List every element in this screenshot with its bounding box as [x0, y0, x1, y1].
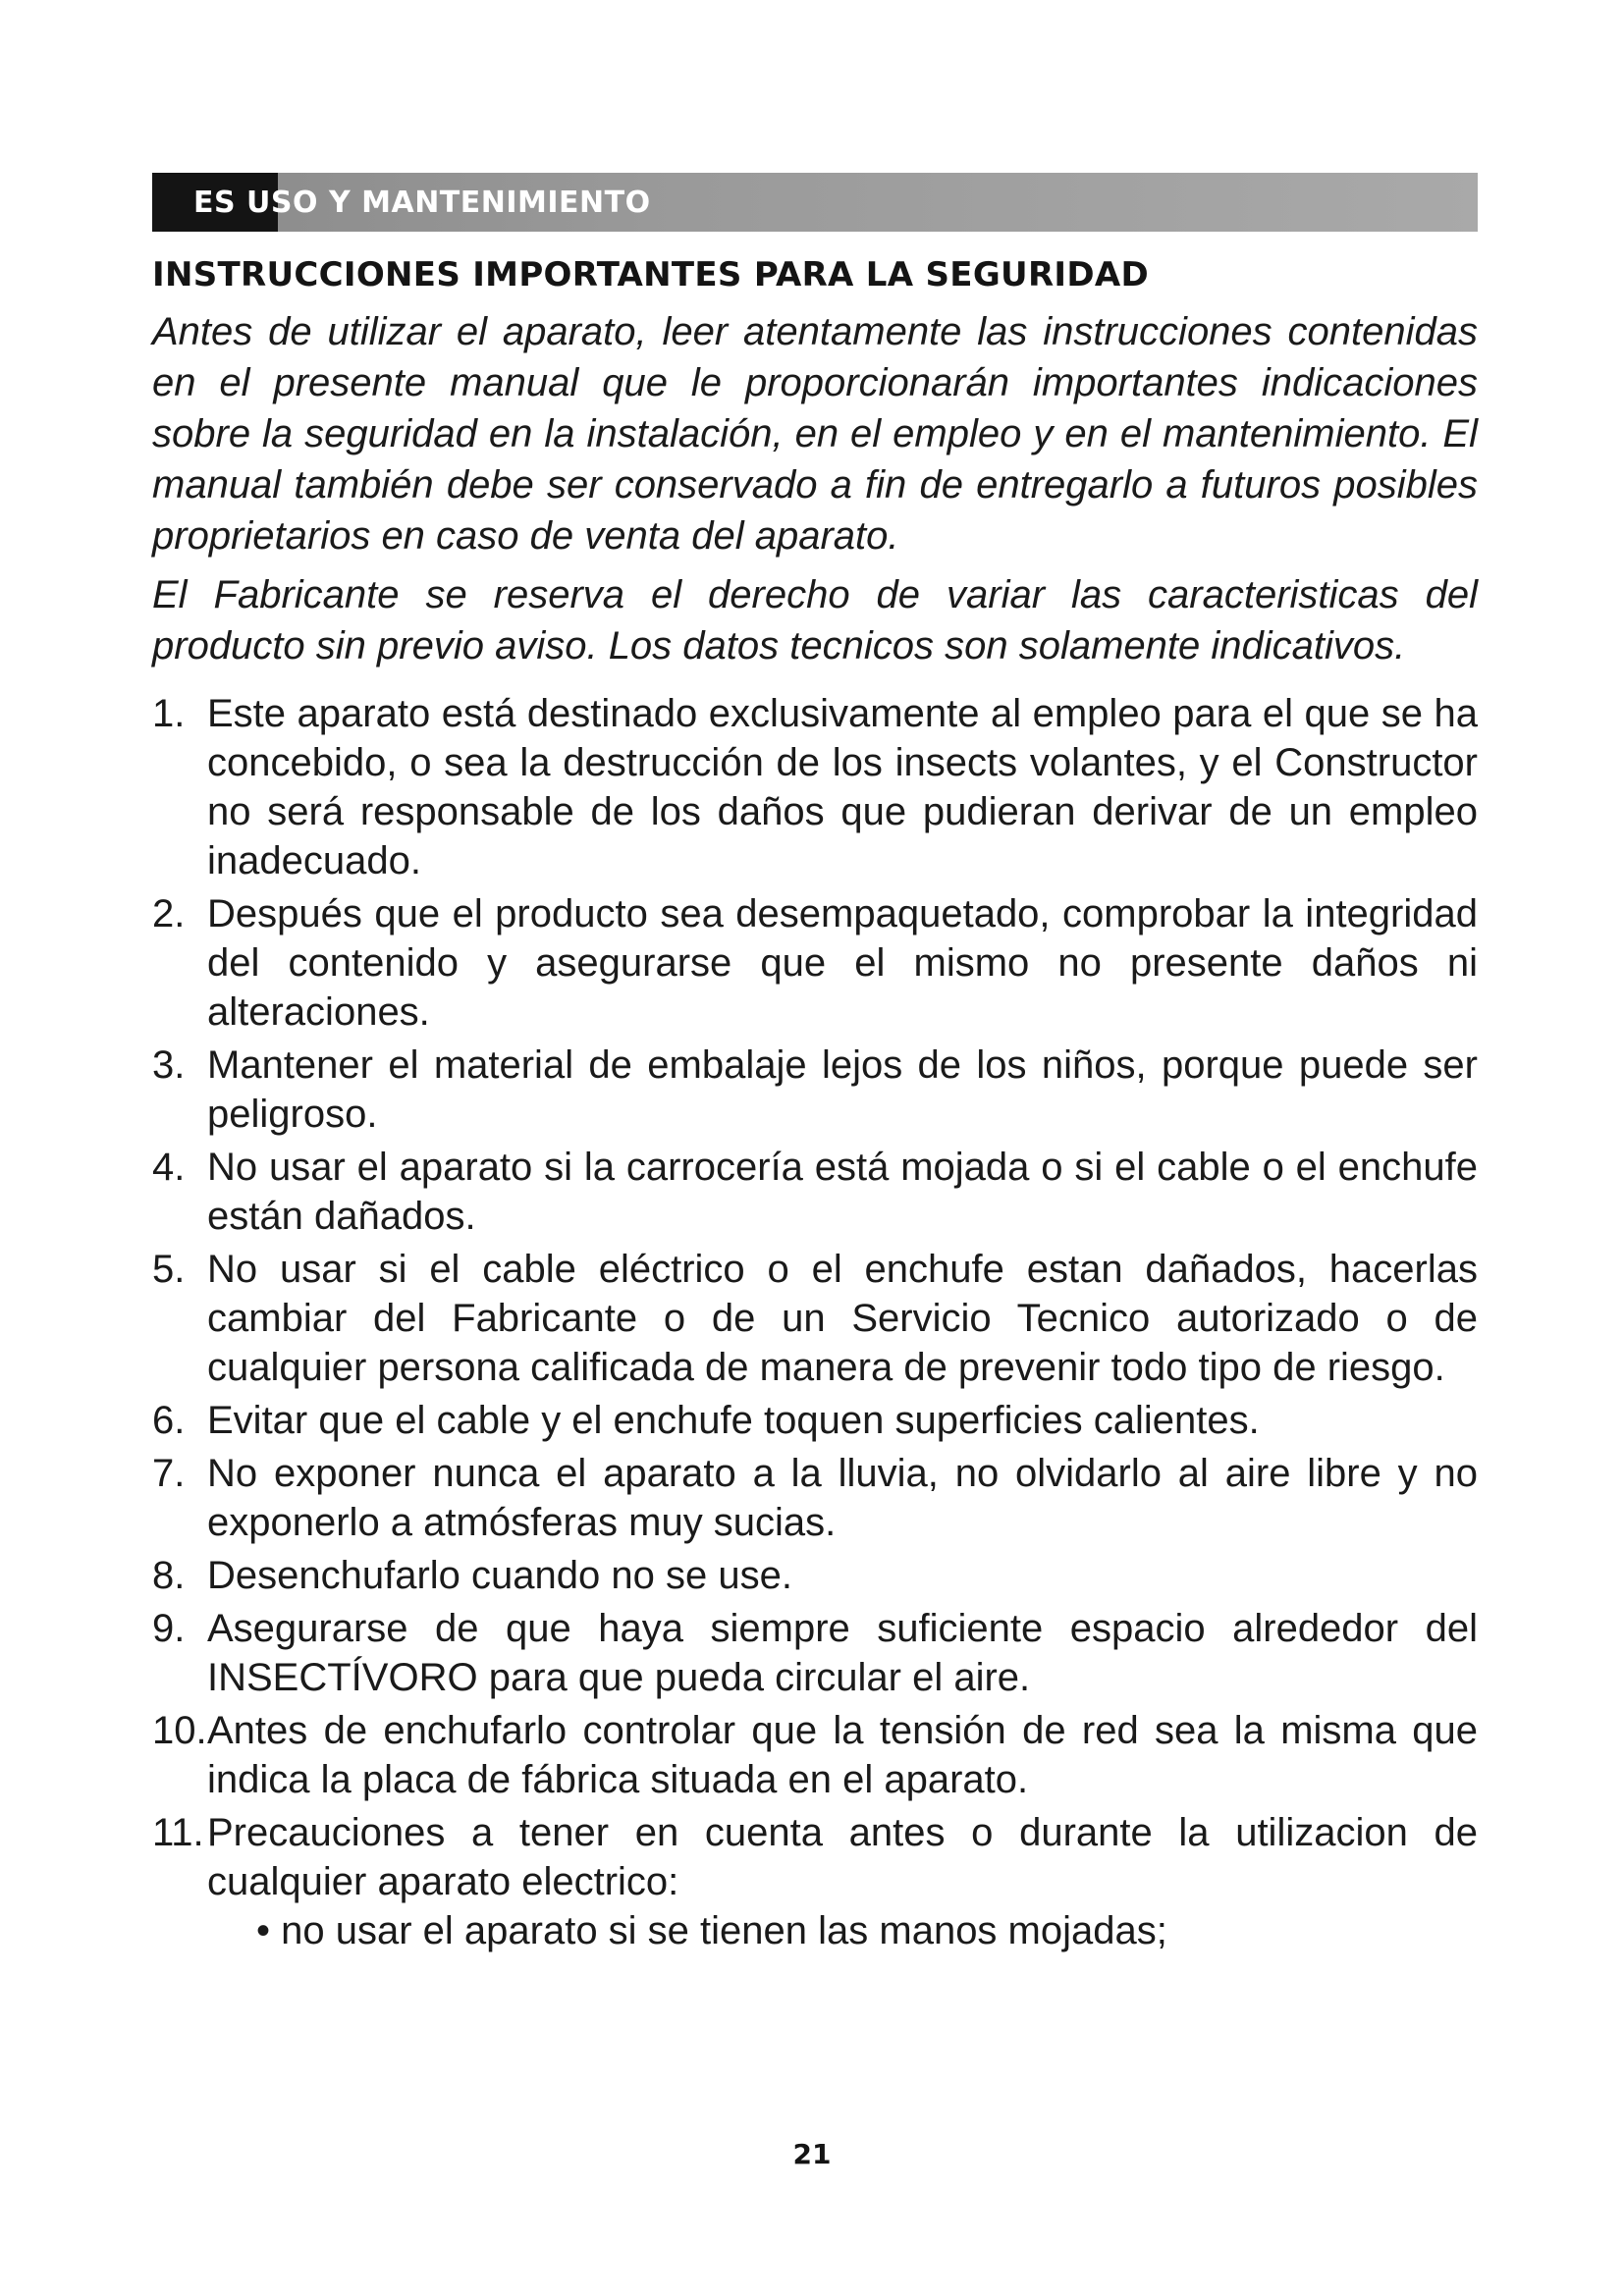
- item-number: 1.: [152, 692, 186, 735]
- item-text: No exponer nunca el aparato a la lluvia, no olvidarlo al aire libre y no exponerlo a atmósferas muy sucias.: [207, 1452, 1478, 1544]
- intro-paragraph: Antes de utilizar el aparato, leer atentamente las instrucciones contenidas en el presente manual que le proporcionarán importantes indicaciones sobre la seguridad en la instalación, en el empleo y en el mantenimiento. El manual también debe ser conservado a fin de entregarlo a futuros posibles proprietarios en caso de venta del aparato.: [152, 310, 1478, 558]
- item-text: Mantener el material de embalaje lejos de los niños, porque puede ser peligroso.: [207, 1043, 1478, 1136]
- item-text: Asegurarse de que haya siempre suficiente espacio alrededor del INSECTÍVORO para que pueda circular el aire.: [207, 1607, 1478, 1699]
- item-number: 5.: [152, 1248, 186, 1291]
- item-number: 8.: [152, 1554, 186, 1597]
- item-text: No usar el aparato si la carrocería está mojada o si el cable o el enchufe están dañados.: [207, 1146, 1478, 1238]
- page-number: 21: [792, 2138, 832, 2170]
- list-item: [152, 1041, 1478, 1139]
- section-label: ES USO Y MANTENIMIENTO: [193, 185, 651, 220]
- item-number: 2.: [152, 892, 186, 935]
- list-item: [152, 1396, 1478, 1445]
- intro-text: [152, 306, 1478, 671]
- list-item: [152, 889, 1478, 1037]
- list-item: [152, 689, 1478, 885]
- list-item: [152, 1808, 1478, 1955]
- list-item: [152, 1245, 1478, 1392]
- list-item: [152, 1604, 1478, 1702]
- item-text: Este aparato está destinado exclusivamente al empleo para el que se ha concebido, o sea la destrucción de los insects volantes, y el Constructor no será responsable de los daños que pudieran derivar de un empleo inadecuado.: [207, 692, 1478, 882]
- page-title: INSTRUCCIONES IMPORTANTES PARA LA SEGURIDAD: [152, 255, 1150, 294]
- safety-rules-list: [152, 689, 1478, 1955]
- item-number: 9.: [152, 1607, 186, 1650]
- sub-list-item: • no usar el aparato si se tienen las manos mojadas;: [256, 1909, 1167, 1952]
- item-text: Después que el producto sea desempaquetado, comprobar la integridad del contenido y asegurarse que el mismo no presente daños ni alteraciones.: [207, 892, 1478, 1034]
- item-number: 3.: [152, 1043, 186, 1087]
- item-text: Precauciones a tener en cuenta antes o durante la utilizacion de cualquier aparato electrico:: [207, 1811, 1478, 1903]
- item-text: No usar si el cable eléctrico o el enchufe estan dañados, hacerlas cambiar del Fabricante o de un Servicio Tecnico autorizado o de cualquier persona calificada de manera de prevenir todo tipo de riesgo.: [207, 1248, 1478, 1389]
- item-number: 7.: [152, 1452, 186, 1495]
- document-page: [152, 173, 1478, 1959]
- list-item: [152, 1706, 1478, 1804]
- intro-paragraph: El Fabricante se reserva el derecho de variar las caracteristicas del producto sin previo aviso. Los datos tecnicos son solamente indicativos.: [152, 573, 1478, 667]
- sub-list: [207, 1906, 1478, 1955]
- section-header-bar: [152, 173, 1478, 232]
- item-text: Evitar que el cable y el enchufe toquen superficies calientes.: [207, 1399, 1260, 1442]
- item-text: Antes de enchufarlo controlar que la tensión de red sea la misma que indica la placa de fábrica situada en el aparato.: [207, 1709, 1478, 1801]
- item-number: 6.: [152, 1399, 186, 1442]
- list-item: [152, 1551, 1478, 1600]
- list-item: [152, 1143, 1478, 1241]
- list-item: [152, 1449, 1478, 1547]
- item-number: 10.: [152, 1709, 207, 1752]
- item-text: Desenchufarlo cuando no se use.: [207, 1554, 792, 1597]
- item-number: 11.: [152, 1811, 204, 1854]
- item-number: 4.: [152, 1146, 186, 1189]
